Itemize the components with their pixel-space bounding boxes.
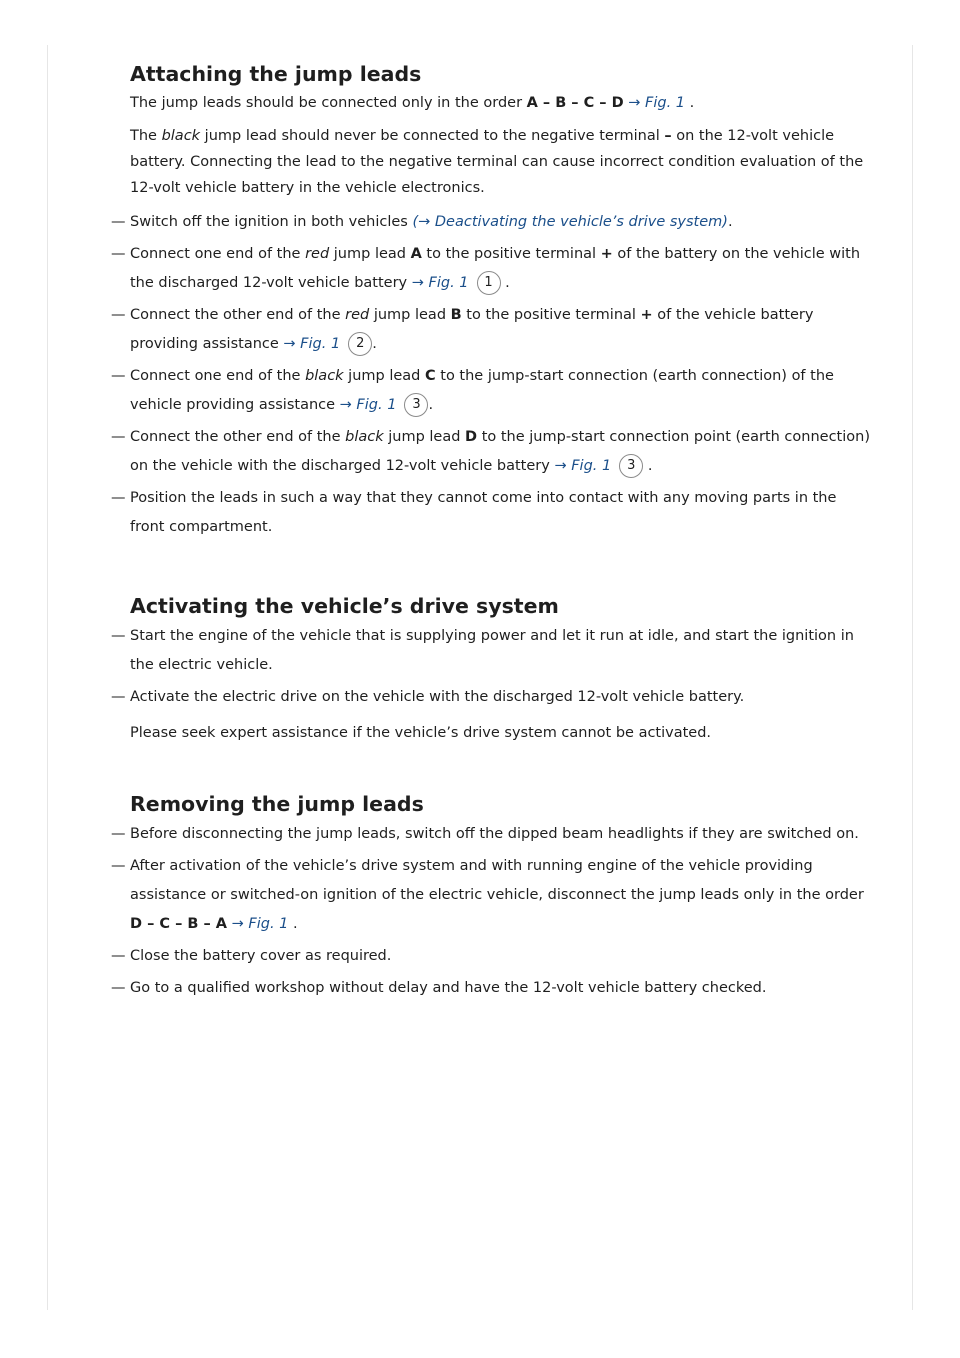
section-title-activating: Activating the vehicle’s drive system <box>130 594 559 618</box>
activate-steps-list <box>111 622 870 712</box>
list-item <box>111 484 870 542</box>
warning-text-b: jump lead should never be connected to the negative terminal <box>200 128 665 144</box>
arrow-icon: → <box>554 458 567 474</box>
arrow-icon: → <box>411 275 424 291</box>
step-text: After activation of the vehicle’s drive system and with running engine of the vehicle providing assistance or switched-on ignition of the electric vehicle, disconnect the jump leads only in the order <box>130 858 864 903</box>
dash-marker: — <box>111 307 126 323</box>
dash-marker: — <box>111 246 126 262</box>
step-text: Start the engine of the vehicle that is supplying power and let it run at idle, and start the ignition in the electric vehicle. <box>130 628 854 673</box>
fig-link[interactable]: Fig. 1 <box>571 458 612 474</box>
list-item <box>111 683 870 712</box>
fig-link[interactable]: Fig. 1 <box>356 397 397 413</box>
order-sequence: A – B – C – D <box>526 95 624 111</box>
black-word: black <box>161 128 201 144</box>
dash-marker: — <box>111 214 126 230</box>
step-text: to the jump-start connection (earth connection) of the vehicle providing assistance <box>130 368 834 413</box>
dash-marker: — <box>111 948 126 964</box>
list-item <box>111 974 870 1003</box>
list-item <box>111 820 870 849</box>
step-text: jump lead <box>383 429 466 445</box>
list-item <box>111 362 870 420</box>
period: . <box>647 458 653 474</box>
lead-letter: B <box>450 307 462 323</box>
step-text: to the positive terminal <box>421 246 601 262</box>
section-title-attaching: Attaching the jump leads <box>130 62 422 86</box>
plus-sign: + <box>640 307 653 323</box>
list-item <box>111 301 870 359</box>
list-item <box>111 622 870 680</box>
dash-marker: — <box>111 826 126 842</box>
step-text: jump lead <box>343 368 425 384</box>
arrow-icon: → <box>283 336 296 352</box>
lead-letter: C <box>425 368 436 384</box>
step-text: Before disconnecting the jump leads, switch off the dipped beam headlights if they are switched on. <box>130 826 859 842</box>
document-body <box>111 58 870 1006</box>
period: . <box>293 916 298 932</box>
minus-sign: – <box>664 128 672 144</box>
list-item <box>111 240 870 298</box>
warning-text-a: The <box>130 128 162 144</box>
step-text: to the jump-start connection point (earth connection) on the vehicle with the discharged 12-volt vehicle battery <box>130 429 870 474</box>
step-text: of the vehicle battery providing assistance <box>130 307 814 352</box>
fig-link[interactable]: Fig. 1 <box>300 336 341 352</box>
step-text: Close the battery cover as required. <box>130 948 392 964</box>
warning-paragraph <box>130 123 870 201</box>
order-text: The jump leads should be connected only in the order <box>130 95 527 111</box>
dash-marker: — <box>111 490 126 506</box>
dash-marker: — <box>111 980 126 996</box>
dash-marker: — <box>111 858 126 874</box>
dash-marker: — <box>111 689 126 705</box>
lead-letter: A <box>410 246 422 262</box>
list-item <box>111 423 870 481</box>
callout-badge: 2 <box>348 332 372 356</box>
fig-link[interactable]: Fig. 1 <box>428 275 469 291</box>
order-sequence: D – C – B – A <box>130 916 227 932</box>
left-margin-rule <box>47 45 48 1310</box>
expert-note: Please seek expert assistance if the vehicle’s drive system cannot be activated. <box>130 725 712 741</box>
step-text: jump lead <box>369 307 451 323</box>
lead-letter: D <box>465 429 478 445</box>
step-text: Connect one end of the <box>130 368 306 384</box>
dash-marker: — <box>111 368 126 384</box>
arrow-icon: → <box>339 397 352 413</box>
order-end: . <box>685 95 695 111</box>
fig-link[interactable]: Fig. 1 <box>645 95 686 111</box>
remove-steps-list <box>111 820 870 1003</box>
callout-badge: 1 <box>477 271 501 295</box>
step-text: to the positive terminal <box>461 307 641 323</box>
red-word: red <box>305 246 330 262</box>
dash-marker: — <box>111 628 126 644</box>
callout-badge: 3 <box>619 454 643 478</box>
arrow-icon: → <box>418 214 431 230</box>
dash-marker: — <box>111 429 126 445</box>
step-text: Activate the electric drive on the vehicle with the discharged 12-volt vehicle battery. <box>130 689 745 705</box>
step-text: Connect the other end of the <box>130 429 346 445</box>
period: . <box>505 275 510 291</box>
step-text: Position the leads in such a way that they cannot come into contact with any moving parts in the front compartment. <box>130 490 837 535</box>
step-text: Go to a qualified workshop without delay and have the 12-volt vehicle battery checked. <box>130 980 767 996</box>
fig-link[interactable]: Fig. 1 <box>248 916 289 932</box>
list-item <box>111 852 870 939</box>
step-text: jump lead <box>329 246 411 262</box>
period: . <box>727 214 733 230</box>
step-text: Switch off the ignition in both vehicles <box>130 214 413 230</box>
black-word: black <box>345 429 384 445</box>
deactivating-link-text: Deactivating the vehicle’s drive system <box>434 214 723 230</box>
arrow-icon: → <box>628 95 641 111</box>
red-word: red <box>345 307 370 323</box>
black-word: black <box>305 368 344 384</box>
deactivating-link[interactable]: (→ Deactivating the vehicle’s drive system) <box>412 214 728 230</box>
step-text: Connect one end of the <box>130 246 306 262</box>
callout-badge: 3 <box>404 393 428 417</box>
step-text: of the battery on the vehicle with the discharged 12-volt vehicle battery <box>130 246 861 291</box>
plus-sign: + <box>600 246 613 262</box>
warning-text-c: on the 12-volt vehicle battery. Connecting the lead to the negative terminal can cause incorrect condition evaluation of the 12-volt vehicle battery in the vehicle electronics. <box>130 128 864 196</box>
right-margin-rule <box>912 45 913 1310</box>
list-item <box>111 942 870 971</box>
arrow-icon: → <box>231 916 244 932</box>
order-paragraph <box>130 90 870 116</box>
period: . <box>372 336 377 352</box>
step-text: Connect the other end of the <box>130 307 346 323</box>
period: . <box>428 397 434 413</box>
attach-steps-list <box>111 208 870 542</box>
section-title-removing: Removing the jump leads <box>130 792 424 816</box>
list-item <box>111 208 870 237</box>
